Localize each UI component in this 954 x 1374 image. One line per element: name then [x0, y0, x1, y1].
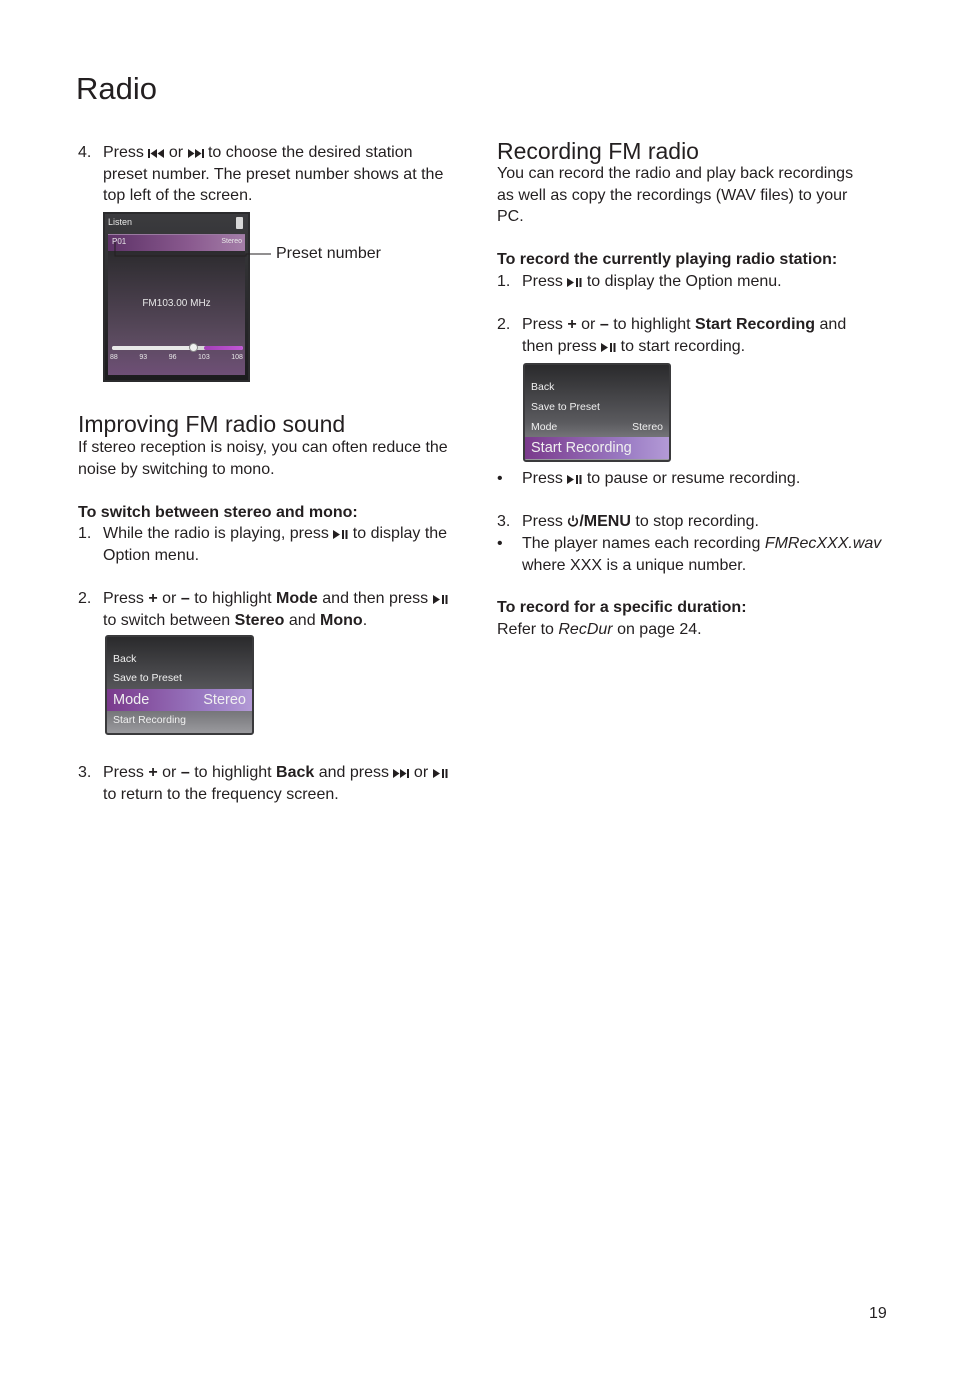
recording-heading: Recording FM radio [497, 138, 699, 164]
menu-item-start-recording[interactable]: Start Recording [525, 437, 669, 459]
frequency-display: FM103.00 MHz [142, 298, 211, 309]
previous-icon [148, 149, 164, 158]
menu-item-save-to-preset[interactable]: Save to Preset [531, 401, 600, 413]
menu-item-mode[interactable]: Mode Stereo [531, 421, 663, 433]
option-menu-mode [105, 635, 254, 735]
improving-intro: If stereo reception is noisy, you can often reduce the noise by switching to mono. [78, 439, 448, 478]
stereo-label: Stereo [221, 238, 242, 245]
preset-number-callout: Preset number [276, 245, 381, 262]
next-icon [393, 769, 409, 778]
menu-item-mode[interactable]: Mode Stereo [107, 689, 252, 711]
menu-item-back[interactable]: Back [113, 653, 137, 665]
play-pause-icon [333, 530, 348, 539]
play-pause-icon [567, 475, 582, 484]
menu-item-start-recording[interactable]: Start Recording [113, 714, 186, 726]
page-number: 19 [869, 1305, 887, 1322]
page-title: Radio [76, 71, 157, 106]
tuner-track [112, 346, 243, 350]
listen-header: Listen [108, 217, 133, 227]
play-pause-icon [433, 595, 448, 604]
frequency-scale: 88 93 96 103 108 [110, 354, 243, 361]
preset-label: P01 [112, 237, 127, 246]
play-pause-icon [433, 769, 448, 778]
option-menu-start-recording [523, 363, 671, 462]
callout-line [103, 230, 273, 270]
menu-item-save-to-preset[interactable]: Save to Preset [113, 672, 182, 684]
improving-heading: Improving FM radio sound [78, 411, 346, 437]
refer-text: Refer to RecDur on page 24. [497, 621, 702, 638]
next-icon [188, 149, 204, 158]
play-pause-icon [567, 278, 582, 287]
power-icon [567, 515, 579, 527]
recording-intro: You can record the radio and play back recordings as well as copy the recordings (WAV files) to your PC. [497, 165, 854, 225]
battery-icon [236, 217, 243, 229]
record-duration-subheading: To record for a specific duration: [497, 599, 747, 616]
record-current-subheading: To record the currently playing radio station: [497, 251, 838, 268]
menu-item-back[interactable]: Back [531, 381, 555, 393]
play-pause-icon [601, 343, 616, 352]
switch-subheading: To switch between stereo and mono: [78, 504, 358, 521]
